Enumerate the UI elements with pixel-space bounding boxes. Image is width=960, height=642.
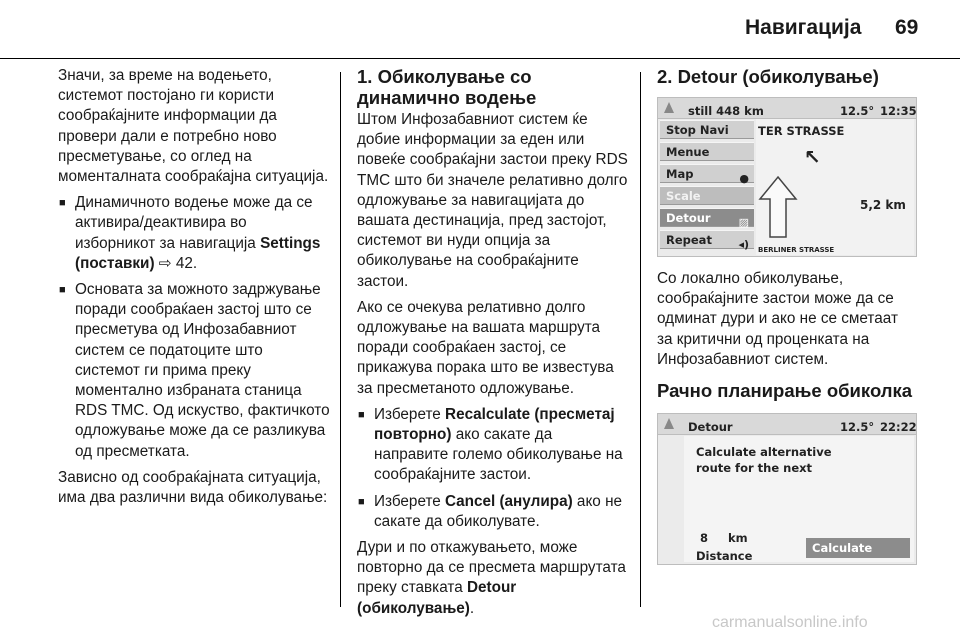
bullet-item bbox=[357, 492, 629, 532]
watermark: carmanualsonline.info bbox=[712, 614, 868, 631]
menu-item-repeat[interactable] bbox=[660, 230, 754, 249]
distance-label: Distance bbox=[696, 549, 753, 564]
menu-label: Map bbox=[666, 167, 694, 181]
next-street: BERLINER STRASSE bbox=[758, 246, 835, 254]
header-rule bbox=[0, 58, 960, 59]
bullet-item bbox=[58, 280, 330, 462]
menu-reference: Settings (поставки) bbox=[75, 234, 321, 272]
outro-paragraph: Зависно од сообраќајната ситуација, има два различни вида обиколување: bbox=[58, 468, 328, 507]
paragraph-text: Дури и по откажувањето, може повторно да се пресмета маршрутата преку ставката bbox=[357, 539, 626, 597]
paragraph: Ако се очекува релативно долго одложување на вашата маршрута поради сообраќаен застој, се прикажува порака што ве известува за пресметаното одложување. bbox=[357, 298, 614, 397]
paragraph-text: . bbox=[469, 599, 475, 617]
bullet-list bbox=[357, 405, 629, 532]
speaker-icon: ◂) bbox=[738, 238, 749, 251]
page-reference: ⇨ 42. bbox=[154, 254, 198, 272]
navigation-screenshot bbox=[657, 97, 917, 257]
page-number: 69 bbox=[895, 16, 919, 39]
bullet-text: ако не сакате да обиколувате. bbox=[374, 492, 623, 530]
bullet-text: ако сакате да направите големо обиколување на сообраќајните застои. bbox=[374, 426, 623, 484]
column-right bbox=[657, 66, 917, 577]
menu-label: Detour bbox=[666, 211, 711, 225]
column-left bbox=[58, 66, 330, 514]
intro-paragraph: Значи, за време на водењето, системот постојано ги користи сообраќајните информации да провери дали е потребно ново пресметување, со оглед на моменталната сообраќајна ситуација. bbox=[58, 67, 329, 186]
distance-unit: km bbox=[728, 531, 748, 546]
prompt-line: route for the next bbox=[696, 461, 813, 476]
section-heading: Рачно планирање обиколка bbox=[657, 380, 913, 402]
current-street: TER STRASSE bbox=[758, 124, 845, 138]
clock: 12:35 bbox=[880, 104, 917, 118]
paragraph bbox=[357, 538, 629, 619]
page-header bbox=[0, 0, 960, 56]
menu-item-detour[interactable] bbox=[660, 208, 754, 227]
menu-item-map[interactable] bbox=[660, 164, 754, 183]
paragraph: Со локално обиколување, сообраќајните застои може да се одминат дури и ако не се сметаат за критични од проценката на Инфозабавниот систем. bbox=[657, 270, 898, 368]
bullet-text: Изберете bbox=[374, 405, 446, 423]
prompt-line: Calculate alternative bbox=[696, 445, 832, 460]
bullet-text: Динамичното водење може да се активира/деактивира во изборникот за навигација bbox=[75, 194, 313, 252]
status-bar bbox=[658, 98, 916, 119]
car-icon: ▨ bbox=[738, 216, 749, 229]
menu-item-menue[interactable]: Menue bbox=[660, 142, 754, 161]
bullet-text: Изберете bbox=[374, 492, 446, 510]
column-divider bbox=[640, 72, 641, 607]
status-bar bbox=[658, 414, 916, 435]
option-reference: Recalculate (пресметај повторно) bbox=[374, 405, 615, 444]
distance-value[interactable]: 8 bbox=[700, 531, 709, 546]
temperature: 12.5° bbox=[840, 104, 875, 118]
screen-title: Detour bbox=[688, 420, 733, 435]
bullet-item bbox=[58, 193, 330, 274]
bullet-list bbox=[58, 193, 330, 462]
warning-icon bbox=[664, 418, 674, 429]
paragraph: Штом Инфозабавниот систем ќе добие информации за еден или повеќе сообраќајни застои преку RDS TMC што би значеле релативно долго одложување за навигацијата до вашата дестинација, пред застојот, системот ви нуди опција за обиколување на сообраќајните застои. bbox=[357, 111, 628, 290]
turn-arrow-icon: ↖ bbox=[804, 145, 821, 169]
temperature: 12.5° bbox=[840, 420, 875, 435]
calculate-button[interactable]: Calculate bbox=[806, 538, 910, 558]
remaining-distance: still 448 km bbox=[688, 104, 764, 118]
menu-item-stop-navi[interactable]: Stop Navi bbox=[660, 120, 754, 139]
bullet-item bbox=[357, 405, 629, 486]
warning-icon bbox=[664, 102, 674, 113]
bullet-text: Основата за можното задржување поради сообраќаен застој што се пресметува од Инфозабавниот систем се податоците што системот ги прима преку моментално избраната станица RDS TMC. Од искуство, фактичкото одложување може да се разликува од пресметката. bbox=[75, 281, 330, 460]
globe-icon: ● bbox=[739, 172, 749, 185]
menu-label: Repeat bbox=[666, 233, 712, 247]
turn-distance: 5,2 km bbox=[860, 198, 906, 212]
option-reference: Cancel (анулира) bbox=[445, 492, 573, 510]
straight-arrow-icon bbox=[756, 175, 800, 241]
section-heading: 2. Detour (обиколување) bbox=[657, 66, 879, 87]
column-divider bbox=[340, 72, 341, 607]
option-reference: Detour (обиколување) bbox=[357, 579, 517, 617]
page-title: Навигација bbox=[745, 16, 862, 39]
menu-item-scale[interactable]: Scale bbox=[660, 186, 754, 205]
clock: 22:22 bbox=[880, 420, 917, 435]
detour-screenshot bbox=[657, 413, 917, 565]
section-heading: 1. Обиколување со динамично водење bbox=[357, 66, 537, 108]
guidance-panel bbox=[756, 119, 914, 255]
column-middle bbox=[357, 66, 629, 625]
